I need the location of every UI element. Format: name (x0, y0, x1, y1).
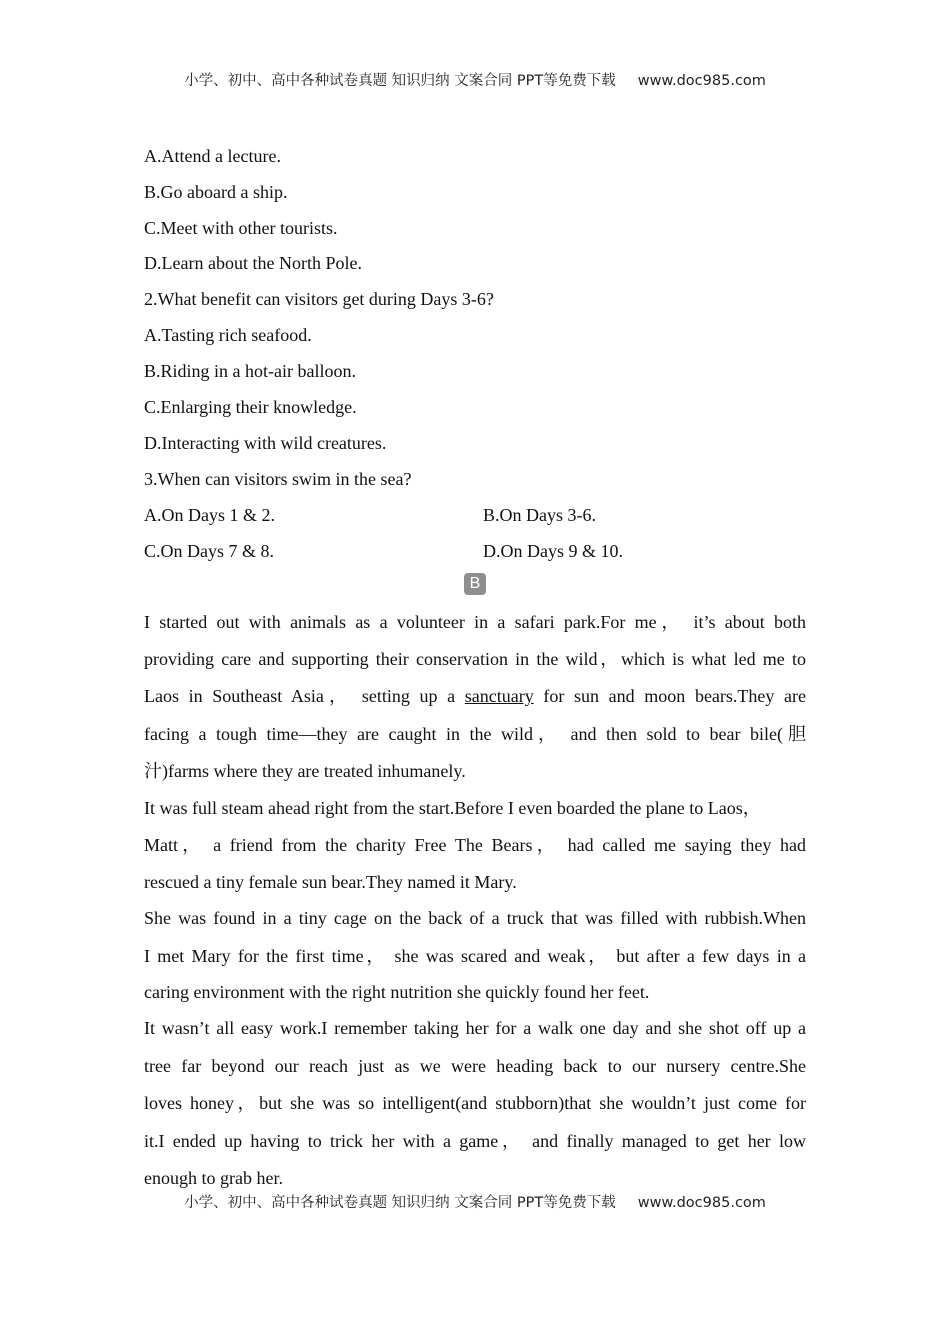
section-badge: B (464, 573, 486, 595)
header-text: 小学、初中、高中各种试卷真题 知识归纳 文案合同 PPT等免费下载 (184, 73, 616, 89)
q3-option-b: B.On Days 3-6. (483, 505, 596, 525)
passage-line: loves honey，but she was so intelligent(and stubborn)that she wouldn’t just come for (144, 1093, 806, 1113)
q2-option-d: D.Interacting with wild creatures. (144, 433, 387, 453)
q3-question: 3.When can visitors swim in the sea? (144, 469, 412, 489)
q2-question: 2.What benefit can visitors get during Days 3-6? (144, 289, 494, 309)
passage-line: enough to grab her. (144, 1168, 283, 1188)
passage-line (144, 685, 806, 707)
q1-option-b: B.Go aboard a ship. (144, 182, 288, 202)
footer-site: www.doc985.com (637, 1195, 766, 1211)
underlined-word: sanctuary (464, 686, 534, 706)
passage-line: It was full steam ahead right from the start.Before I even boarded the plane to Laos， (144, 798, 761, 818)
q1-option-a: A.Attend a lecture. (144, 146, 281, 166)
q1-option-d: D.Learn about the North Pole. (144, 253, 362, 273)
q3-option-c: C.On Days 7 & 8. (144, 541, 274, 561)
passage-line: tree far beyond our reach just as we were heading back to our nursery centre.She (144, 1056, 806, 1076)
q2-option-a: A.Tasting rich seafood. (144, 325, 312, 345)
q2-option-b: B.Riding in a hot-air balloon. (144, 361, 356, 381)
passage-line: Matt， a friend from the charity Free The Bears， had called me saying they had (144, 835, 806, 855)
q1-option-c: C.Meet with other tourists. (144, 218, 338, 238)
passage-line: it.I ended up having to trick her with a game， and finally managed to get her low (144, 1131, 806, 1151)
passage-line: I started out with animals as a volunteer in a safari park.For me， it’s about both (144, 612, 806, 632)
q3-option-a: A.On Days 1 & 2. (144, 505, 275, 525)
passage-line: facing a tough time—they are caught in the wild， and then sold to bear bile(胆 (144, 724, 806, 744)
page-footer (0, 1191, 950, 1212)
passage-line: caring environment with the right nutrition she quickly found her feet. (144, 982, 650, 1002)
passage-line: providing care and supporting their conservation in the wild，which is what led me to (144, 649, 806, 669)
q2-option-c: C.Enlarging their knowledge. (144, 397, 357, 417)
passage-line: rescued a tiny female sun bear.They named it Mary. (144, 872, 517, 892)
q3-option-d: D.On Days 9 & 10. (483, 541, 623, 561)
footer-text: 小学、初中、高中各种试卷真题 知识归纳 文案合同 PPT等免费下载 (184, 1195, 616, 1211)
passage-line: 汁)farms where they are treated inhumanely. (144, 761, 466, 781)
header-site: www.doc985.com (637, 73, 766, 89)
passage-text: for sun and moon bears.They are (543, 686, 807, 706)
passage-line: She was found in a tiny cage on the back of a truck that was filled with rubbish.When (144, 908, 806, 928)
page-header (0, 69, 950, 90)
passage-line: I met Mary for the first time， she was scared and weak， but after a few days in a (144, 946, 806, 966)
passage-text: Laos in Southeast Asia， setting up a (144, 686, 456, 706)
passage-line: It wasn’t all easy work.I remember taking her for a walk one day and she shot off up a (144, 1018, 806, 1038)
